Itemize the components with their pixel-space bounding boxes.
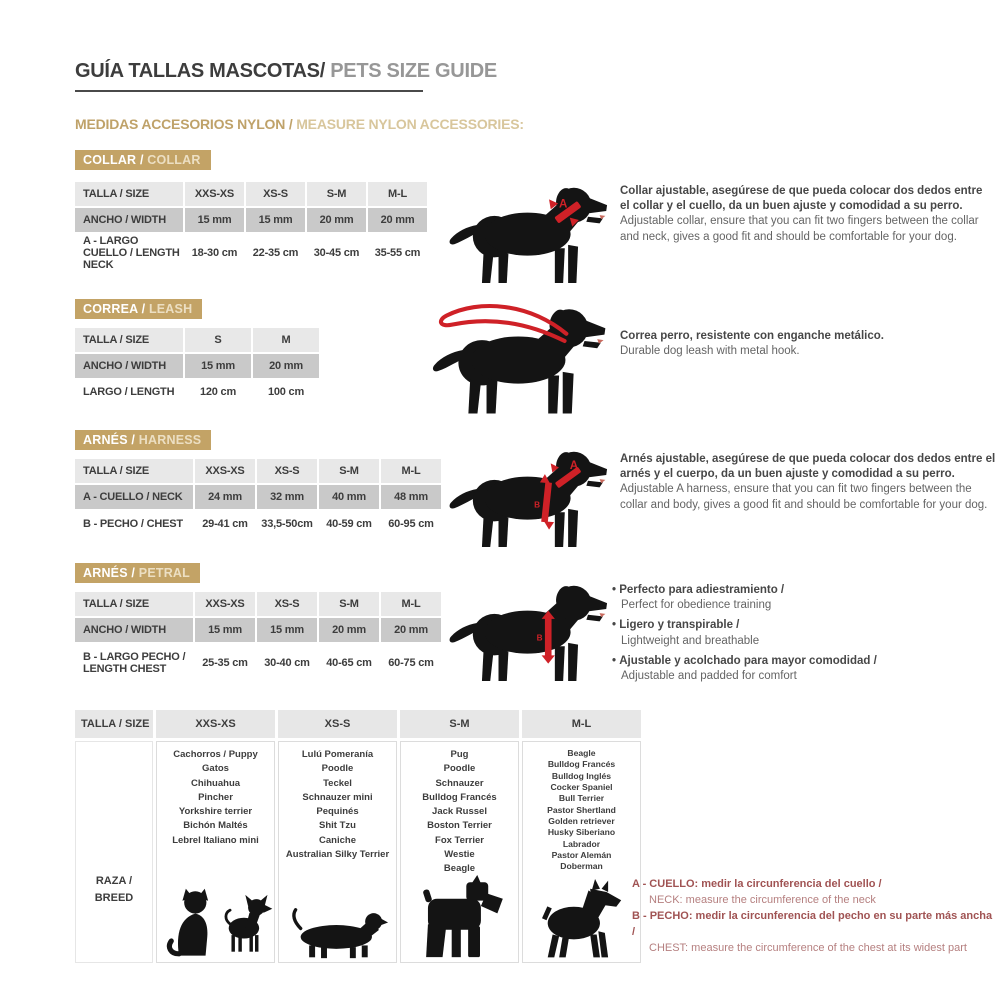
breed-item: Pequinés xyxy=(316,806,359,817)
leash-badge-es: CORREA / xyxy=(83,302,149,316)
table-header-cell: S xyxy=(185,328,251,352)
petral-bullet: • Ajustable y acolchado para mayor comodidad / Adjustable and padded for comfort xyxy=(612,654,877,682)
breed-item: Cachorros / Puppy xyxy=(173,749,258,760)
leash-description xyxy=(620,329,994,359)
harness-size-table xyxy=(75,459,441,537)
breed-item: Schnauzer xyxy=(435,777,484,789)
collar-desc-en: Adjustable collar, ensure that you can fit two fingers between the collar and neck, gives a good fit and should be comfortable for your dog. xyxy=(620,215,979,243)
breed-row-label-en: BREED xyxy=(94,891,134,904)
breed-item: Pug xyxy=(450,749,469,760)
breed-item: Fox Terrier xyxy=(435,834,484,846)
breed-item: Boston Terrier xyxy=(427,820,492,832)
schnauzer-icon xyxy=(415,875,503,959)
table-cell: 20 mm xyxy=(381,618,441,642)
table-header-cell: XS-S xyxy=(257,592,317,616)
breed-item: Lulú Pomeranía xyxy=(301,749,374,760)
breed-item: Westie xyxy=(444,848,475,860)
table-header-cell: TALLA / SIZE xyxy=(75,592,193,616)
doberman-icon xyxy=(533,879,631,959)
breed-list xyxy=(401,742,518,876)
breed-item: Pincher xyxy=(198,791,233,803)
page-title-es: GUÍA TALLAS MASCOTAS/ xyxy=(75,60,325,82)
table-header-cell: XXS-XS xyxy=(195,592,255,616)
collar-size-table xyxy=(75,182,427,272)
table-cell: 15 mm xyxy=(246,208,305,232)
page-subtitle-en: MEASURE NYLON ACCESSORIES: xyxy=(296,116,524,132)
breed-list xyxy=(279,742,396,862)
breed-item: Bulldog Francés xyxy=(547,759,616,770)
table-header-cell: TALLA / SIZE xyxy=(75,459,193,483)
petral-badge-en: PETRAL xyxy=(138,566,190,580)
harness-desc-es: Arnés ajustable, asegúrese de que pueda colocar dos dedos entre el arnés y el cuerpo, da un buen ajuste y comodidad a su perro. xyxy=(620,453,996,481)
breed-item: Yorkshire terrier xyxy=(178,806,253,817)
chihuahua-icon xyxy=(219,889,273,959)
breed-item: Cocker Spaniel xyxy=(550,782,613,793)
table-cell: 18-30 cm xyxy=(185,234,244,272)
table-header-cell: M-L xyxy=(381,459,441,483)
table-cell: 30-45 cm xyxy=(307,234,366,272)
breed-item: Caniche xyxy=(319,834,356,846)
petral-dog-illustration xyxy=(447,570,613,686)
table-cell: 15 mm xyxy=(257,618,317,642)
petral-badge-es: ARNÉS / xyxy=(83,566,139,580)
breed-item: Beagle xyxy=(567,748,596,758)
table-cell: 15 mm xyxy=(185,354,251,378)
table-cell: 29-41 cm xyxy=(195,511,255,537)
table-cell: 20 mm xyxy=(307,208,366,232)
harness-badge-es: ARNÉS / xyxy=(83,433,139,447)
breed-item: Bulldog Francés xyxy=(422,791,497,803)
petral-measure-b-label: B xyxy=(536,633,543,643)
table-cell: 35-55 cm xyxy=(368,234,427,272)
table-cell: 48 mm xyxy=(381,485,441,509)
breed-item: Beagle xyxy=(443,863,476,874)
petral-bullet: • Perfecto para adiestramiento / Perfect for obedience training xyxy=(612,584,785,612)
table-cell: 22-35 cm xyxy=(246,234,305,272)
breed-column-xxs-xs xyxy=(156,741,275,963)
breed-item: Golden retriever xyxy=(548,816,615,827)
table-header-cell: XXS-XS xyxy=(185,182,244,206)
breed-item: Jack Russel xyxy=(432,806,487,817)
petral-bullet-en: Adjustable and padded for comfort xyxy=(621,669,797,682)
breed-table-header-s-m: S-M xyxy=(400,710,519,738)
table-cell: 40-59 cm xyxy=(319,511,379,537)
breed-item: Pastor Alemán xyxy=(551,850,612,861)
harness-badge-en: HARNESS xyxy=(138,433,202,447)
breed-item: Husky Siberiano xyxy=(547,827,616,838)
table-cell: 24 mm xyxy=(195,485,255,509)
breed-table-header-size: TALLA / SIZE xyxy=(75,710,153,738)
petral-feature-list xyxy=(612,583,994,689)
breed-table-header-xs-s: XS-S xyxy=(278,710,397,738)
table-header-cell: TALLA / SIZE xyxy=(75,182,183,206)
breed-item: Labrador xyxy=(562,838,601,849)
table-cell: ANCHO / WIDTH xyxy=(75,354,183,378)
table-cell: 40 mm xyxy=(319,485,379,509)
petral-bullet-en: Lightweight and breathable xyxy=(621,634,760,647)
page-subtitle xyxy=(75,116,524,132)
leash-desc-es: Correa perro, resistente con enganche metálico. xyxy=(620,330,884,342)
leash-badge-en: LEASH xyxy=(148,302,193,316)
table-cell: 30-40 cm xyxy=(257,644,317,682)
table-cell: B - PECHO / CHEST xyxy=(75,511,193,537)
breed-item: Bichón Maltés xyxy=(183,820,248,832)
breed-item: Pastor Shertland xyxy=(547,804,616,815)
harness-measure-a-label: A xyxy=(569,459,579,473)
note-a-en: NECK: measure the circumference of the neck xyxy=(649,893,876,906)
breed-column-xs-s xyxy=(278,741,397,963)
collar-badge-es: COLLAR / xyxy=(83,153,148,167)
collar-section-badge xyxy=(75,150,211,170)
leash-section-badge xyxy=(75,299,202,319)
breed-column-m-l xyxy=(522,741,641,963)
collar-badge-en: COLLAR xyxy=(147,153,201,167)
table-header-cell: XS-S xyxy=(246,182,305,206)
breed-table-header-xxs-xs: XXS-XS xyxy=(156,710,275,738)
harness-measure-b-label: B xyxy=(534,500,541,510)
leash-size-table xyxy=(75,328,319,404)
table-header-cell: M-L xyxy=(368,182,427,206)
petral-bullet-es: Ligero y transpirable / xyxy=(619,619,740,632)
table-cell: 33,5-50cm xyxy=(257,511,317,537)
table-header-cell: TALLA / SIZE xyxy=(75,328,183,352)
measuring-notes xyxy=(632,877,994,957)
breed-item: Poodle xyxy=(443,763,476,775)
table-cell: 32 mm xyxy=(257,485,317,509)
collar-description xyxy=(620,184,994,245)
table-cell: 20 mm xyxy=(368,208,427,232)
petral-bullet-es: Perfecto para adiestramiento / xyxy=(619,584,785,596)
table-cell: 25-35 cm xyxy=(195,644,255,682)
collar-measure-a-label: A xyxy=(559,197,568,211)
table-header-cell: M-L xyxy=(381,592,441,616)
note-b-es: B - PECHO: medir la circunferencia del pecho en su parte más ancha / xyxy=(632,909,993,938)
breed-table-header-m-l: M-L xyxy=(522,710,641,738)
petral-size-table xyxy=(75,592,441,682)
leash-desc-en: Durable dog leash with metal hook. xyxy=(620,345,800,358)
petral-bullet: • Ligero y transpirable / Lightweight and breathable xyxy=(612,619,760,647)
breed-item: Shit Tzu xyxy=(319,820,356,832)
cat-icon xyxy=(165,887,217,959)
petral-bullet-es: Ajustable y acolchado para mayor comodidad / xyxy=(619,654,877,667)
collar-desc-es: Collar ajustable, asegúrese de que pueda colocar dos dedos entre el collar y el cuello, da un buen ajuste y comodidad a su perro. xyxy=(620,185,983,213)
table-cell: 60-95 cm xyxy=(381,511,441,537)
table-header-cell: S-M xyxy=(307,182,366,206)
petral-bullet-en: Perfect for obedience training xyxy=(621,599,772,612)
harness-description xyxy=(620,452,998,513)
collar-dog-illustration xyxy=(447,172,613,288)
breed-item: Poodle xyxy=(321,763,354,775)
table-header-cell: XXS-XS xyxy=(195,459,255,483)
breed-list xyxy=(157,742,274,848)
table-cell: ANCHO / WIDTH xyxy=(75,618,193,642)
breed-item: Teckel xyxy=(323,777,352,789)
table-header-cell: XS-S xyxy=(257,459,317,483)
breed-list xyxy=(523,742,640,873)
table-cell: 120 cm xyxy=(185,380,251,404)
table-cell: 40-65 cm xyxy=(319,644,379,682)
note-a-es: A - CUELLO: medir la circunferencia del cuello / xyxy=(632,878,882,890)
table-cell: 100 cm xyxy=(253,380,319,404)
breed-row-label-es: RAZA / xyxy=(95,875,133,887)
breed-item: Gatos xyxy=(202,763,229,775)
petral-section-badge xyxy=(75,563,200,583)
table-header-cell: S-M xyxy=(319,459,379,483)
breed-item: Schnauzer mini xyxy=(302,791,373,803)
breed-row-label xyxy=(75,741,153,963)
breed-item: Bulldog Inglés xyxy=(551,770,612,781)
page-title xyxy=(75,60,497,92)
table-cell: 20 mm xyxy=(253,354,319,378)
leash-dog-illustration xyxy=(430,292,612,419)
table-cell: ANCHO / WIDTH xyxy=(75,208,183,232)
breed-item: Bull Terrier xyxy=(558,793,605,804)
table-cell: A - LARGO CUELLO / LENGTH NECK xyxy=(75,234,183,272)
harness-section-badge xyxy=(75,430,211,450)
breed-item: Australian Silky Terrier xyxy=(285,848,390,860)
table-cell: A - CUELLO / NECK xyxy=(75,485,193,509)
note-b-en: CHEST: measure the circumference of the chest at its widest part xyxy=(649,941,967,954)
harness-dog-illustration xyxy=(447,436,613,552)
table-cell: 15 mm xyxy=(185,208,244,232)
table-header-cell: M xyxy=(253,328,319,352)
breed-size-table xyxy=(75,710,641,963)
dachshund-icon xyxy=(287,903,389,959)
table-cell: B - LARGO PECHO / LENGTH CHEST xyxy=(75,644,193,682)
table-cell: 15 mm xyxy=(195,618,255,642)
table-cell: 20 mm xyxy=(319,618,379,642)
table-cell: 60-75 cm xyxy=(381,644,441,682)
page-subtitle-es: MEDIDAS ACCESORIOS NYLON / xyxy=(75,116,297,132)
page-title-en: PETS SIZE GUIDE xyxy=(324,60,497,82)
harness-desc-en: Adjustable A harness, ensure that you can fit two fingers between the collar and body, gives a good fit and should be comfortable for your dog. xyxy=(620,483,988,511)
breed-item: Chihuahua xyxy=(190,777,241,789)
table-cell: LARGO / LENGTH xyxy=(75,380,183,404)
breed-item: Lebrel Italiano mini xyxy=(172,834,259,846)
breed-column-s-m xyxy=(400,741,519,963)
table-header-cell: S-M xyxy=(319,592,379,616)
breed-item: Doberman xyxy=(560,861,603,872)
